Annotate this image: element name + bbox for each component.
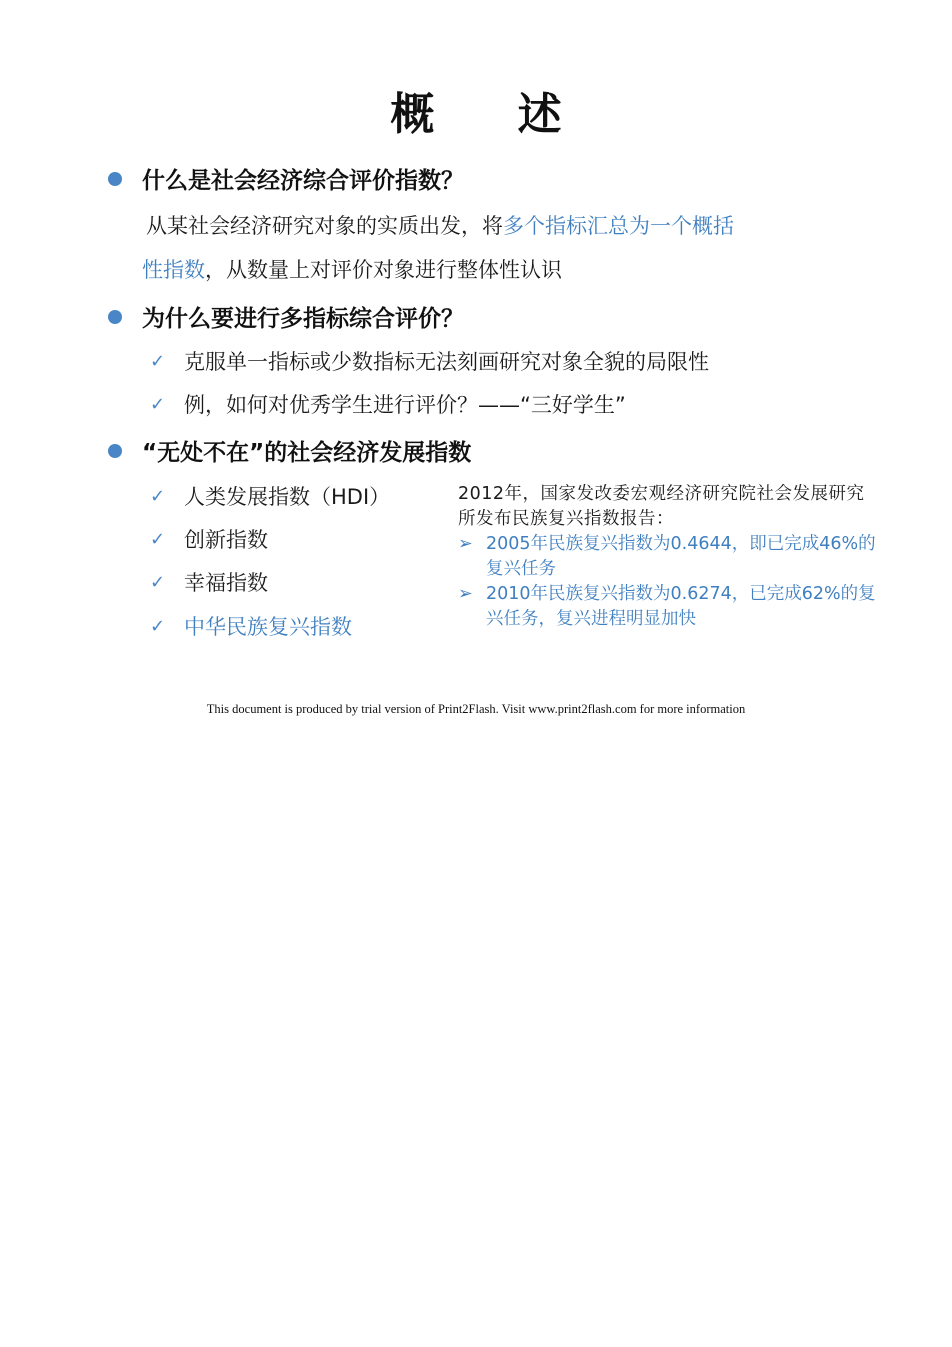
page-title: 概 述	[390, 89, 596, 140]
list-item-text: 例，如何对优秀学生进行评价？——“三好学生”	[184, 393, 626, 417]
side-note-point	[458, 532, 878, 582]
checkmark-icon: ✓	[150, 528, 166, 550]
checkmark-icon: ✓	[150, 350, 166, 372]
list-item-text: 幸福指数	[184, 571, 268, 595]
definition-highlight: 多个指标汇总为一个概括	[503, 214, 734, 238]
side-note-point-text: 2005年民族复兴指数为0.4644，即已完成46%的复兴任务	[486, 534, 876, 579]
list-item-text: 中华民族复兴指数	[184, 615, 352, 639]
checkmark-icon: ✓	[150, 571, 166, 593]
checkmark-icon: ✓	[150, 393, 166, 415]
checkmark-icon: ✓	[150, 615, 166, 637]
definition-text: 从某社会经济研究对象的实质出发，将	[146, 214, 503, 238]
section-heading-what-is	[108, 162, 464, 195]
definition-highlight: 性指数	[142, 258, 205, 282]
list-item	[150, 346, 709, 376]
circle-bullet-icon	[108, 444, 122, 458]
section-heading-label: 什么是社会经济综合评价指数？	[142, 168, 464, 194]
list-item	[150, 389, 626, 419]
section-heading-why	[108, 300, 464, 333]
circle-bullet-icon	[108, 172, 122, 186]
list-item-text: 克服单一指标或少数指标无法刻画研究对象全貌的局限性	[184, 350, 709, 374]
side-note	[458, 482, 878, 632]
definition-line-1	[146, 210, 734, 240]
side-note-point-text: 2010年民族复兴指数为0.6274，已完成62%的复兴任务，复兴进程明显加快	[486, 584, 876, 629]
section-heading-label: “无处不在”的社会经济发展指数	[142, 440, 472, 466]
list-item-text: 人类发展指数（HDI）	[184, 485, 391, 509]
list-item	[150, 567, 268, 597]
list-item	[150, 524, 268, 554]
list-item	[150, 611, 352, 641]
checkmark-icon: ✓	[150, 485, 166, 507]
arrow-bullet-icon: ➢	[458, 584, 473, 604]
trial-footer-note: This document is produced by trial version of Print2Flash. Visit www.print2flash.com for more information	[206, 702, 746, 716]
circle-bullet-icon	[108, 310, 122, 324]
definition-text: ，从数量上对评价对象进行整体性认识	[205, 258, 562, 282]
section-heading-label: 为什么要进行多指标综合评价？	[142, 306, 464, 332]
side-note-intro: 2012年，国家发改委宏观经济研究院社会发展研究所发布民族复兴指数报告：	[458, 484, 865, 529]
side-note-point	[458, 582, 878, 632]
arrow-bullet-icon: ➢	[458, 534, 473, 554]
list-item-text: 创新指数	[184, 528, 268, 552]
section-heading-indices	[108, 434, 471, 467]
definition-line-2	[142, 254, 562, 284]
list-item	[150, 481, 390, 511]
